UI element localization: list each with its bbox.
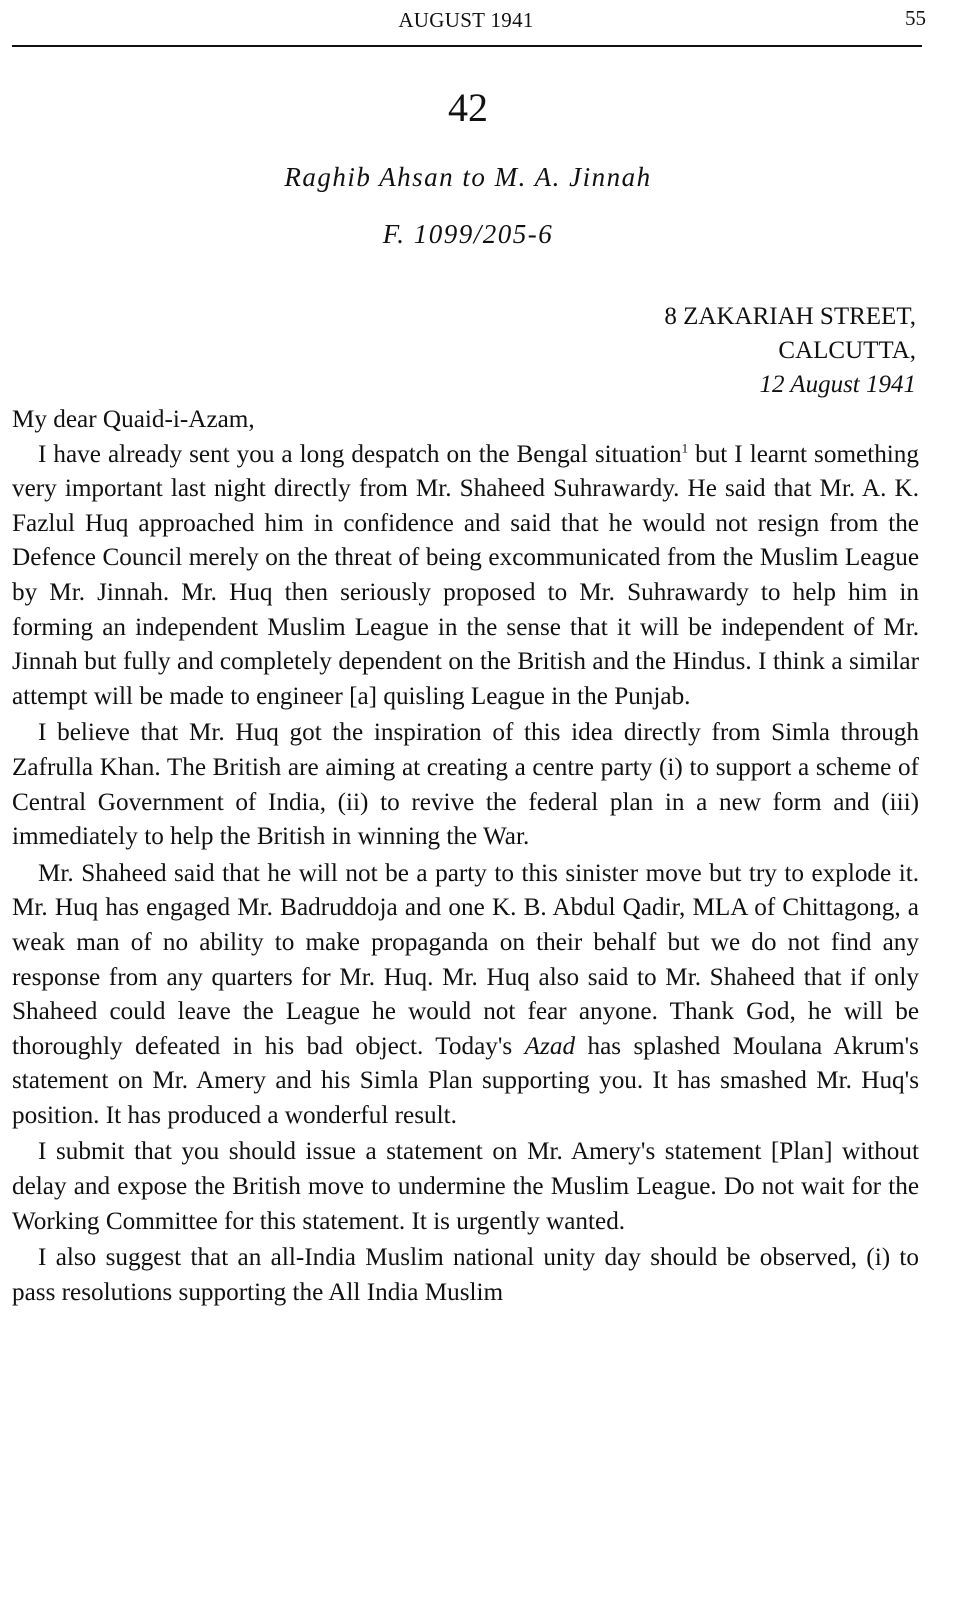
paragraph-5: I also suggest that an all-India Muslim national unity day should be observed, (i) to pass resolutions supporting the All India Muslim [12, 1244, 919, 1306]
document-title: Raghib Ahsan to M. A. Jinnah [284, 162, 652, 192]
page-number: 55 [905, 6, 926, 30]
paragraph-4: I submit that you should issue a statement on Mr. Amery's statement [Plan] without delay and expose the British move to undermine the Muslim League. Do not wait for the Working Committee for this statement. It is urgently wanted. [12, 1138, 919, 1235]
running-header [0, 6, 968, 36]
paragraph-2: I believe that Mr. Huq got the inspiration of this idea directly from Simla through Zafrulla Khan. The British are aiming at creating a centre party (i) to support a scheme of Central Government of India, (ii) to revive the federal plan in a new form and (iii) immediately to help the British in winning the War. [12, 719, 919, 851]
address-street: 8 ZAKARIAH STREET, [664, 303, 916, 330]
newspaper-title: Azad [524, 1032, 576, 1060]
sender-address [664, 300, 916, 402]
header-rule [12, 45, 922, 47]
document-number: 42 [448, 85, 488, 130]
letter-date: 12 August 1941 [759, 371, 916, 398]
paragraph-1-text-a: I have already sent you a long despatch on the Bengal situation [38, 440, 682, 468]
running-title: AUGUST 1941 [398, 8, 534, 32]
letter-body [12, 403, 919, 1310]
paragraph-3-text-b: has splashed Moulana Akrum's statement on Mr. Amery and his Simla Plan supporting you. It has smashed Mr. Huq's position. It has produced a wonderful result. [12, 1032, 919, 1129]
paragraph-3-text-a: Mr. Shaheed said that he will not be a party to this sinister move but try to explode it. Mr. Huq has engaged Mr. Badruddoja and one K. B. Abdul Qadir, MLA of Chittagong, a weak man of no ability to make propaganda on their behalf but we do not find any response from any quarters for Mr. Huq. Mr. Huq also said to Mr. Shaheed that if only Shaheed could leave the League he would not fear anyone. Thank God, he will be thoroughly defeated in his bad object. Today's [12, 859, 919, 1060]
paragraph-3 [12, 857, 919, 1134]
footnote-marker: 1 [681, 440, 689, 456]
salutation: My dear Quaid-i-Azam, [12, 406, 255, 433]
paragraph-1-text-b: but I learnt something very important last night directly from Mr. Shaheed Suhrawardy. He said that Mr. A. K. Fazlul Huq approached him in confidence and said that he would not resign from the Defence Council merely on the threat of being excommunicated from the Muslim League by Mr. Jinnah. Mr. Huq then seriously proposed to Mr. Suhrawardy to help him in forming an independent Muslim League in the sense that it will be independent of Mr. Jinnah but fully and completely dependent on the British and the Hindus. I think a similar attempt will be made to engineer [a] quisling League in the Punjab. [12, 440, 919, 710]
paragraph-1 [12, 438, 919, 715]
document-reference: F. 1099/205-6 [382, 219, 554, 249]
address-city: CALCUTTA, [778, 337, 916, 364]
